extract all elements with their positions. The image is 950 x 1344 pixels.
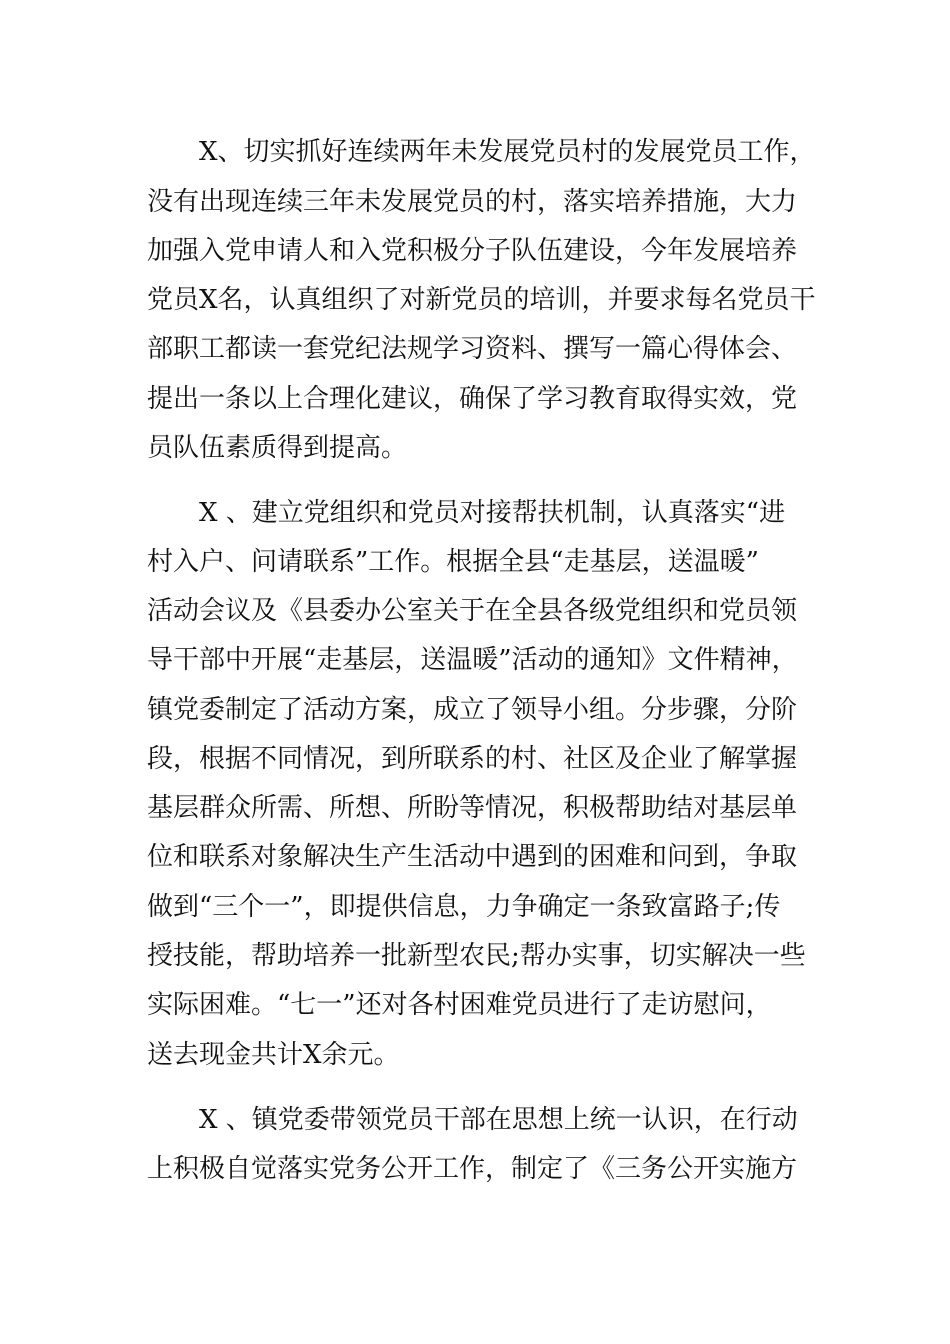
paragraph-2-line-5: 镇党委制定了活动方案，成立了领导小组。分步骤，分阶 [147,695,798,725]
paragraph-2-line-3: 活动会议及《县委办公室关于在全县各级党组织和党员领 [147,596,798,626]
paragraph-1-line-3: 加强入党申请人和入党积极分子队伍建设，今年发展培养 [147,236,798,266]
paragraph-2-line-12: 送去现金共计X余元。 [147,1040,400,1070]
paragraph-3-line-2: 上积极自觉落实党务公开工作，制定了《三务公开实施方 [147,1154,798,1184]
paragraph-1-line-4: 党员X名，认真组织了对新党员的培训，并要求每名党员干 [147,285,816,315]
paragraph-1-line-7: 员队伍素质得到提高。 [147,433,408,463]
paragraph-2-line-7: 基层群众所需、所想、所盼等情况，积极帮助结对基层单 [147,793,798,823]
paragraph-1-line-5: 部职工都读一套党纪法规学习资料、撰写一篇心得体会、 [147,334,798,364]
paragraph-2-line-4: 导干部中开展“走基层，送温暖”活动的通知》文件精神， [147,645,798,675]
paragraph-2-line-2: 村入户、问请联系”工作。根据全县“走基层，送温暖” [147,547,759,577]
paragraph-2-line-10: 授技能，帮助培养一批新型农民;帮办实事，切实解决一些 [147,941,806,971]
paragraph-2-line-8: 位和联系对象解决生产生活动中遇到的困难和问到，争取 [147,842,798,872]
paragraph-1-line-6: 提出一条以上合理化建议，确保了学习教育取得实效，党 [147,384,798,414]
paragraph-2-line-1: X 、建立党组织和党员对接帮扶机制，认真落实“进 [199,498,786,528]
paragraph-2-line-11: 实际困难。“七一”还对各村困难党员进行了走访慰问， [147,990,772,1020]
paragraph-2-line-9: 做到“三个一”，即提供信息，力争确定一条致富路子;传 [147,892,781,922]
paragraph-1-line-1: X、切实抓好连续两年未发展党员村的发展党员工作， [199,137,816,167]
paragraph-3-line-1: X 、镇党委带领党员干部在思想上统一认识，在行动 [199,1105,798,1135]
paragraph-1-line-2: 没有出现连续三年未发展党员的村，落实培养措施，大力 [147,187,798,217]
paragraph-2-line-6: 段，根据不同情况，到所联系的村、社区及企业了解掌握 [147,744,798,774]
